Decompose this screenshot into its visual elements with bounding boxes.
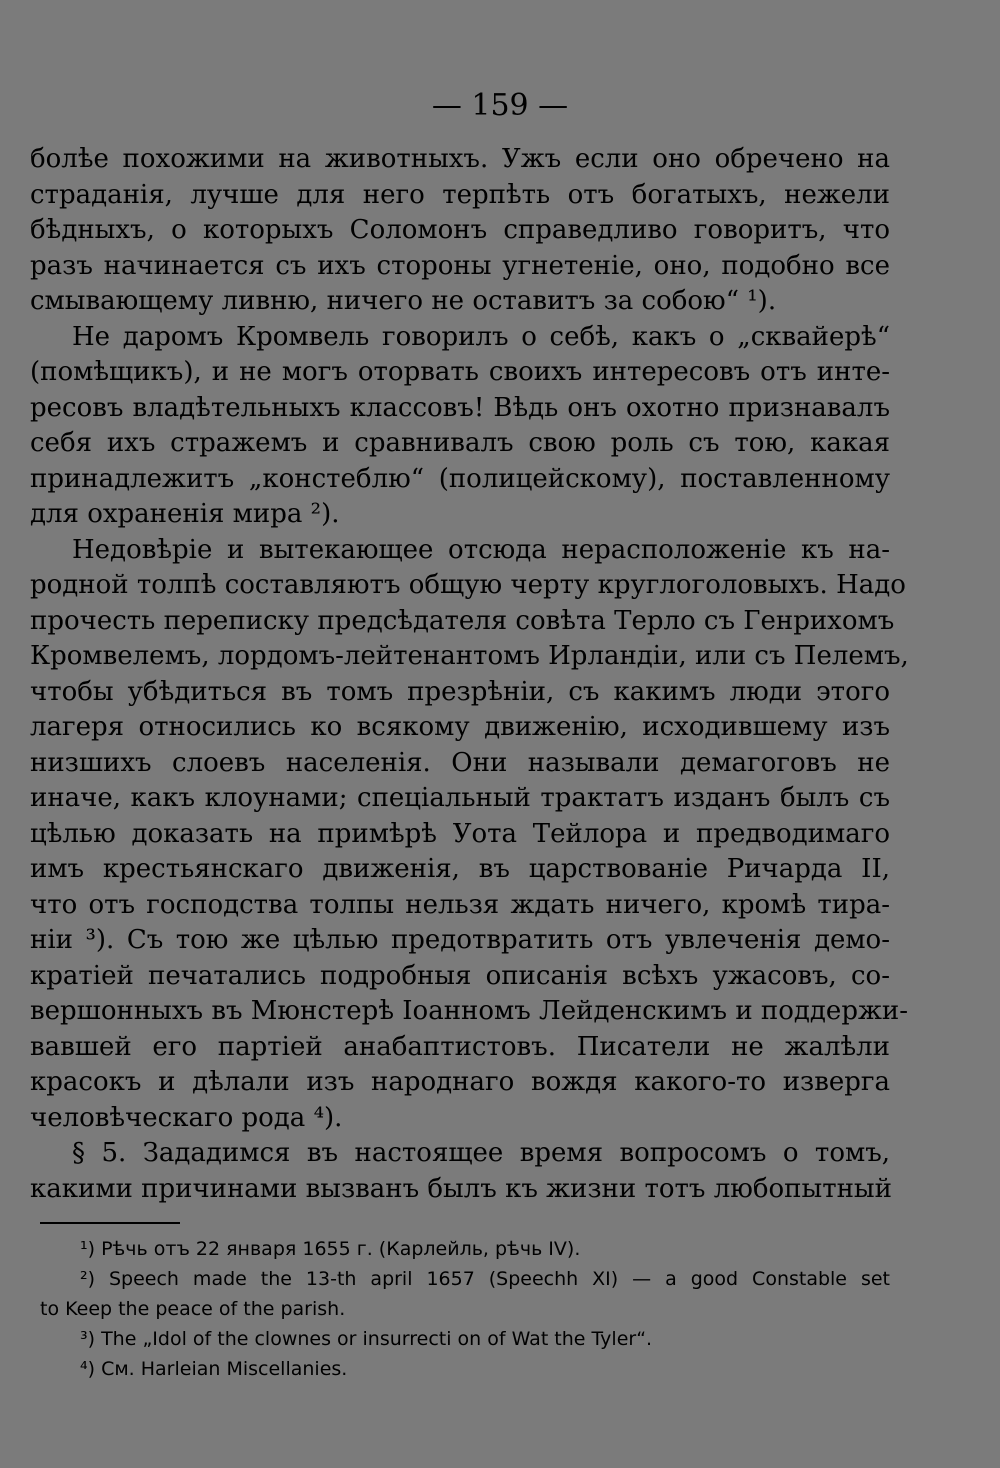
text-line: родной толпѣ составляютъ общую черту круглоголовыхъ. Надо: [30, 570, 906, 600]
footnote: ¹) Рѣчь отъ 22 января 1655 г. (Карлейль, рѣчь IV).: [80, 1238, 581, 1260]
text-line: низшихъ слоевъ населенія. Они называли демагоговъ не: [30, 747, 890, 778]
footnotes: [40, 1234, 890, 1384]
text-line: для охраненія мира ²).: [30, 499, 340, 529]
text-line: (помѣщикъ), и не могъ оторвать своихъ интересовъ отъ инте-: [30, 357, 890, 387]
text-line: бѣдныхъ, о которыхъ Соломонъ справедливо говоритъ, что: [30, 215, 890, 245]
text-line: цѣлью доказать на примѣрѣ Уота Тейлора и предводимаго: [30, 818, 890, 849]
text-line: красокъ и дѣлали изъ народнаго вождя какого-то изверга: [30, 1067, 890, 1097]
text-line: ресовъ владѣтельныхъ классовъ! Вѣдь онъ охотно признавалъ: [30, 392, 890, 423]
text-line: имъ крестьянскаго движенія, въ царствованіе Ричарда II,: [30, 854, 890, 884]
text-line: иначе, какъ клоунами; спеціальный трактатъ изданъ былъ съ: [30, 783, 890, 813]
body-text: [30, 142, 909, 1207]
text-line: лагеря относились ко всякому движенію, исходившему изъ: [30, 712, 890, 742]
footnote: ³) The „Idol of the clownes or insurrecti on of Wat the Tyler“.: [80, 1328, 653, 1350]
footnote-divider: [40, 1222, 180, 1224]
footnote: ⁴) См. Harleian Miscellanies.: [80, 1358, 348, 1380]
text-line: прочесть переписку предсѣдателя совѣта Терло съ Генрихомъ: [30, 605, 895, 636]
text-line: § 5. Зададимся въ настоящее время вопросомъ о томъ,: [72, 1138, 890, 1168]
text-line: что отъ господства толпы нельзя ждать ничего, кромѣ тира-: [30, 889, 890, 920]
text-line: страданія, лучше для него терпѣть отъ богатыхъ, нежели: [30, 179, 890, 210]
text-line: себя ихъ стражемъ и сравнивалъ свою роль съ тою, какая: [30, 428, 890, 458]
footnote-continuation: to Keep the peace of the parish.: [40, 1298, 346, 1320]
text-line: Кромвелемъ, лордомъ-лейтенантомъ Ирландіи, или съ Пелемъ,: [30, 641, 909, 671]
text-line: разъ начинается съ ихъ стороны угнетеніе, оно, подобно все: [30, 250, 890, 281]
text-line: чтобы убѣдиться въ томъ презрѣніи, съ какимъ люди этого: [30, 676, 890, 707]
text-line: ніи ³). Съ тою же цѣлью предотвратить отъ увлеченія демо-: [30, 925, 890, 955]
text-line: вершонныхъ въ Мюнстерѣ Іоанномъ Лейденскимъ и поддержи-: [30, 996, 908, 1026]
page-number: — 159 —: [431, 88, 569, 123]
footnote: ²) Speech made the 13-th april 1657 (Speechh XI) — a good Constable set: [80, 1268, 890, 1290]
text-line: болѣе похожими на животныхъ. Ужъ если оно обречено на: [30, 144, 890, 174]
text-line: принадлежитъ „констеблю“ (полицейскому), поставленному: [30, 463, 890, 494]
text-line: смывающему ливню, ничего не оставитъ за собою“ ¹).: [30, 286, 777, 316]
text-line: Не даромъ Кромвель говорилъ о себѣ, какъ о „сквайерѣ“: [72, 321, 890, 352]
text-line: кратіей печатались подробныя описанія всѣхъ ужасовъ, со-: [30, 960, 890, 991]
text-line: человѣческаго рода ⁴).: [30, 1102, 343, 1133]
text-line: Недовѣріе и вытекающее отсюда нерасположеніе къ на-: [72, 534, 890, 565]
text-line: какими причинами вызванъ былъ къ жизни тотъ любопытный: [30, 1173, 892, 1204]
text-line: вавшей его партіей анабаптистовъ. Писатели не жалѣли: [30, 1031, 890, 1062]
